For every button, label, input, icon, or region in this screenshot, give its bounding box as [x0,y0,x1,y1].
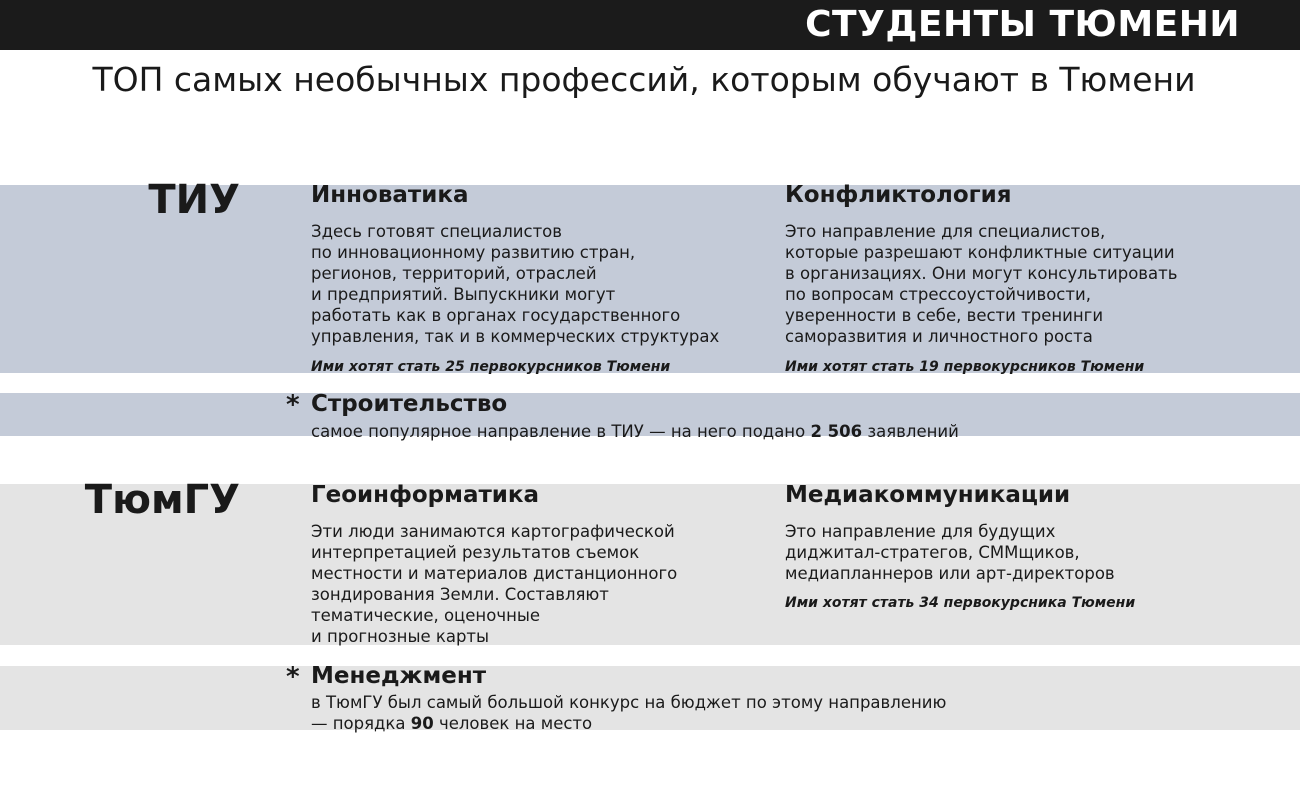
profession-title: Конфликтология [785,182,1012,208]
top-bar [0,0,1300,50]
profession-title: Инноватика [311,182,469,208]
asterisk-icon: * [286,662,300,692]
profession-description: Эти люди занимаются картографической интерпретацией результатов съемок местности и материалов дистанционного зондирования Земли. Составляют тематические, оценочные и прогнозные карты [311,522,678,646]
asterisk-icon: * [286,390,300,420]
profession-note: Ими хотят стать 25 первокурсников Тюмени [311,359,671,375]
institution-tiu: ТИУ [148,177,240,223]
institution-tyumgu: ТюмГУ [84,477,240,523]
highlight-number: 90 [410,714,434,733]
profession-description: Это направление для специалистов, которые разрешают конфликтные ситуации в организациях. Они могут консультировать по вопросам стрессоустойчивости, уверенности в себе, вести тренинги саморазвития и личностного роста [785,222,1178,346]
highlight-text: — порядка 90 человек на место [311,714,593,733]
profession-note: Ими хотят стать 19 первокурсников Тюмени [785,359,1145,375]
profession-description: Это направление для будущих диджитал-стратегов, СММщиков, медиапланнеров или арт-директоров [785,522,1115,583]
highlight-title: Менеджмент [311,663,487,689]
page-title: ТОП самых необычных профессий, которым обучают в Тюмени [92,60,1196,99]
profession-title: Медиакоммуникации [785,482,1071,508]
highlight-text: самое популярное направление в ТИУ — на него подано 2 506 заявлений [311,422,959,441]
profession-note: Ими хотят стать 34 первокурсника Тюмени [785,595,1136,611]
profession-description: Здесь готовят специалистов по инновационному развитию стран, регионов, территорий, отраслей и предприятий. Выпускники могут работать как в органах государственного управления, так и в коммерческих структурах [311,222,720,346]
highlight-text: в ТюмГУ был самый большой конкурс на бюджет по этому направлению [311,693,947,712]
highlight-title: Строительство [311,391,508,417]
brand-title: СТУДЕНТЫ ТЮМЕНИ [805,4,1240,45]
profession-title: Геоинформатика [311,482,540,508]
highlight-number: 2 506 [810,422,863,441]
